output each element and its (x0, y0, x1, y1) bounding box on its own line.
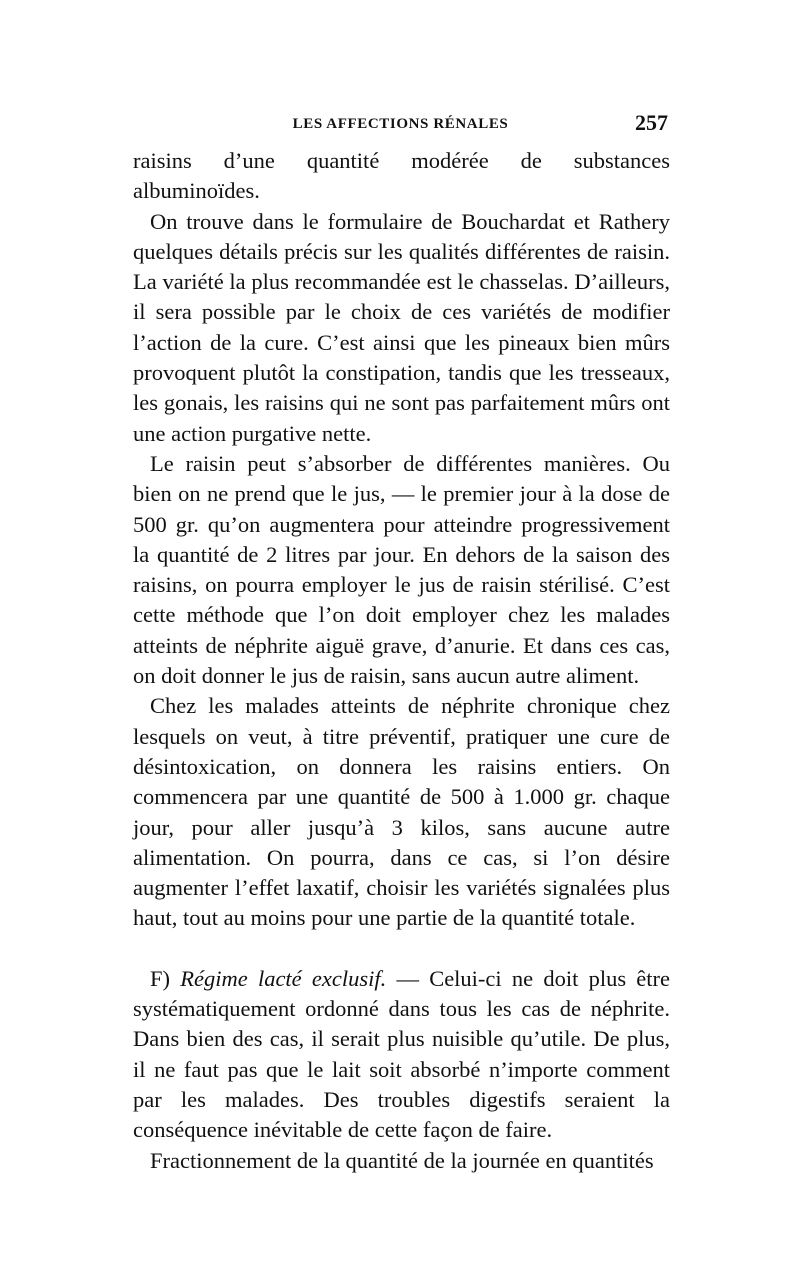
paragraph: Le raisin peut s’absorber de différentes manières. Ou bien on ne prend que le jus, — le premier jour à la dose de 500 gr. qu’on augmentera pour atteindre progressivement la quantité de 2 litres par jour. En dehors de la saison des raisins, on pourra employer le jus de raisin stérilisé. C’est cette méthode que l’on doit employer chez les malades atteints de néphrite aiguë grave, d’anurie. Et dans ces cas, on doit donner le jus de raisin, sans aucun autre aliment. (133, 450, 670, 689)
body-text (133, 146, 670, 1176)
paragraph: raisins d’une quantité modérée de substances albuminoïdes. (133, 148, 670, 204)
section-heading: Régime lacté exclusif. (180, 965, 387, 991)
running-title: LES AFFECTIONS RÉNALES (292, 116, 509, 132)
paragraph: Chez les malades atteints de néphrite chronique chez lesquels on veut, à titre préventif, pratiquer une cure de désintoxication, on donnera les raisins entiers. On commencera par une quantité de 500 à 1.000 gr. chaque jour, pour aller jusqu’à 3 kilos, sans aucune autre alimentation. On pourra, dans ce cas, si l’on désire augmenter l’effet laxatif, choisir les variétés signalées plus haut, tout au moins pour une partie de la quantité totale. (133, 693, 670, 931)
paragraph: On trouve dans le formulaire de Bouchardat et Rathery quelques détails précis sur les qualités différentes de raisin. La variété la plus recommandée est le chasselas. D’ailleurs, il sera possible par le choix de ces variétés de modifier l’action de la cure. C’est ainsi que les pineaux bien mûrs provoquent plutôt la constipation, tandis que les tresseaux, les gonais, les raisins qui ne sont pas parfaitement mûrs ont une action purgative nette. (133, 208, 670, 446)
paragraph: Fractionnement de la quantité de la journée en quantités (150, 1147, 654, 1173)
section-text: — Celui-ci ne doit plus être systématiquement ordonné dans tous les cas de néphrite. Dans bien des cas, il serait plus nuisible qu’utile. De plus, il ne faut pas que le lait soit absorbé n’importe comment par les malades. Des troubles digestifs seraient la conséquence inévitable de cette façon de faire. (133, 965, 671, 1143)
running-head (133, 110, 668, 136)
page-number: 257 (635, 110, 668, 135)
section-marker: F) (150, 965, 171, 991)
section-f-paragraph (133, 964, 670, 1146)
